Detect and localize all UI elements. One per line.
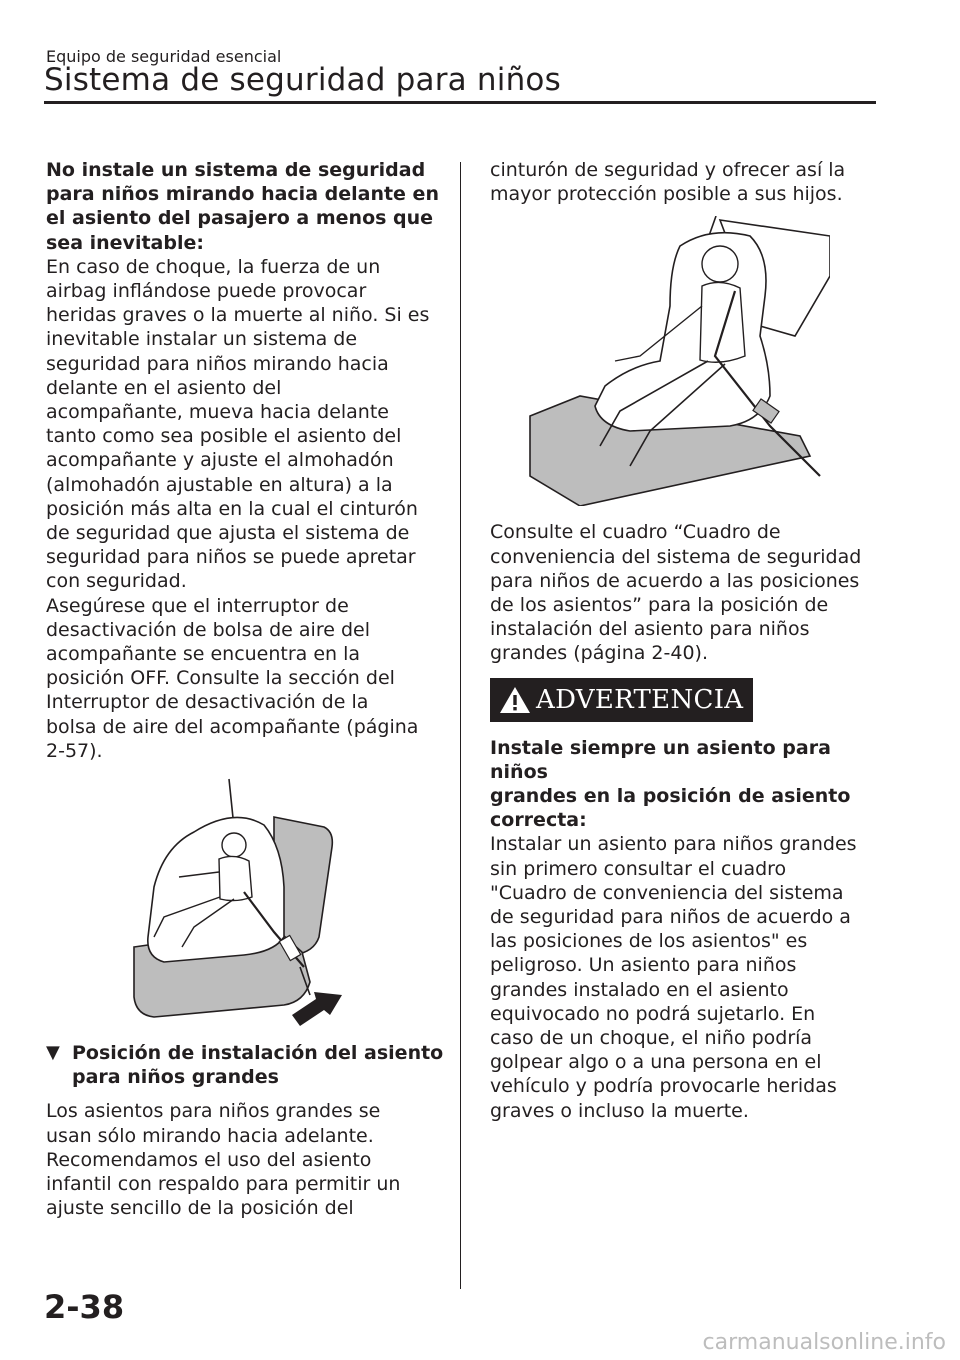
text-line: bolsa de aire del acompañante (página [46,715,419,738]
booster-usage-paragraph [46,1099,456,1220]
text-line: Interruptor de desactivación de la [46,691,369,714]
text-line: Instalar un asiento para niños grandes [490,833,857,856]
text-line: Posición de instalación del asiento [72,1042,444,1065]
text-line: con seguridad. [46,570,187,593]
booster-warning-title [490,736,890,833]
text-line: seguridad para niños mirando hacia [46,352,389,375]
text-line: las posiciones de los asientos" es [490,930,808,953]
watermark: carmanualsonline.info [702,1330,946,1355]
booster-warning-body [490,832,890,1122]
text-line: Los asientos para niños grandes se [46,1100,381,1123]
text-line: para niños grandes [72,1066,279,1089]
text-line: mayor protección posible a sus hijos. [490,183,843,206]
text-line: posición más alta en la cual el cinturón [46,497,418,520]
text-line: (almohadón ajustable en altura) a la [46,473,393,496]
text-line: tanto como sea posible el asiento del [46,425,402,448]
text-line: grandes en la posición de asiento [490,785,851,808]
text-line: ajuste sencillo de la posición del [46,1197,354,1220]
text-line: "Cuadro de conveniencia del sistema [490,881,844,904]
text-line: usan sólo mirando hacia adelante. [46,1124,374,1147]
text-line: No instale un sistema de seguridad [46,159,426,181]
text-line: desactivación de bolsa de aire del [46,618,370,641]
left-column [46,158,456,1221]
page-title: Sistema de seguridad para niños [44,62,561,98]
text-line: posición OFF. Consulte la sección del [46,667,395,690]
text-line: Instale siempre un asiento para niños [490,736,831,783]
forward-facing-child-seat-illustration [124,777,364,1027]
warning-banner-label: ADVERTENCIA [536,684,744,715]
warning-banner [490,678,753,722]
text-line: para niños mirando hacia delante en [46,183,439,206]
header-rule [44,101,876,104]
text-line: vehículo y podría provocarle heridas [490,1075,837,1098]
booster-continuation-paragraph [490,158,890,206]
text-line: Asegúrese que el interruptor de [46,594,349,617]
booster-seat-illustration [520,216,830,506]
text-line: de seguridad para niños de acuerdo a [490,906,851,929]
text-line: equivocado no podrá sujetarlo. En [490,1002,816,1025]
text-line: infantil con respaldo para permitir un [46,1173,401,1196]
airbag-explanation-paragraph [46,255,456,594]
text-line: el asiento del pasajero a menos que [46,207,434,230]
text-line: de seguridad que ajusta el sistema de [46,522,410,545]
text-line: instalación del asiento para niños [490,618,810,641]
text-line: Recomendamos el uso del asiento [46,1148,372,1171]
text-line: inevitable instalar un sistema de [46,328,358,351]
text-line: peligroso. Un asiento para niños [490,954,797,977]
text-line: acompañante y ajuste el almohadón [46,449,394,472]
text-line: grandes (página 2-40). [490,642,708,665]
booster-seat-position-subheading [46,1041,456,1089]
header-section-label: Equipo de seguridad esencial [46,47,282,66]
text-line: delante en el asiento del [46,376,282,399]
text-line: En caso de choque, la fuerza de un [46,255,381,278]
text-line: heridas graves o la muerte al niño. Si es [46,304,430,327]
text-line: conveniencia del sistema de seguridad [490,545,862,568]
text-line: grandes instalado en el asiento [490,978,789,1001]
right-column [490,158,890,1123]
forward-facing-warning-title [46,158,456,255]
text-line: sea inevitable: [46,231,204,254]
page-number: 2-38 [44,1288,125,1326]
text-line: acompañante se encuentra en la [46,643,361,666]
text-line: cinturón de seguridad y ofrecer así la [490,159,846,181]
text-line: golpear algo o a una persona en el [490,1051,822,1074]
text-line: de los asientos” para la posición de [490,594,829,617]
airbag-switch-paragraph [46,594,456,763]
text-line: Consulte el cuadro “Cuadro de [490,521,781,544]
text-line: acompañante, mueva hacia delante [46,401,389,424]
seat-chart-reference-paragraph [490,520,890,665]
text-line: seguridad para niños se puede apretar [46,546,416,569]
text-line: correcta: [490,809,587,832]
column-divider [460,162,461,1289]
text-line: caso de un choque, el niño podría [490,1027,813,1050]
text-line: sin primero consultar el cuadro [490,857,787,880]
text-line: para niños de acuerdo a las posiciones [490,569,860,592]
text-line: airbag inflándose puede provocar [46,280,367,303]
warning-triangle-icon [498,685,532,715]
text-line: 2-57). [46,739,103,762]
text-line: graves o incluso la muerte. [490,1099,749,1122]
subheading-marker-icon: ▼ [46,1042,60,1064]
